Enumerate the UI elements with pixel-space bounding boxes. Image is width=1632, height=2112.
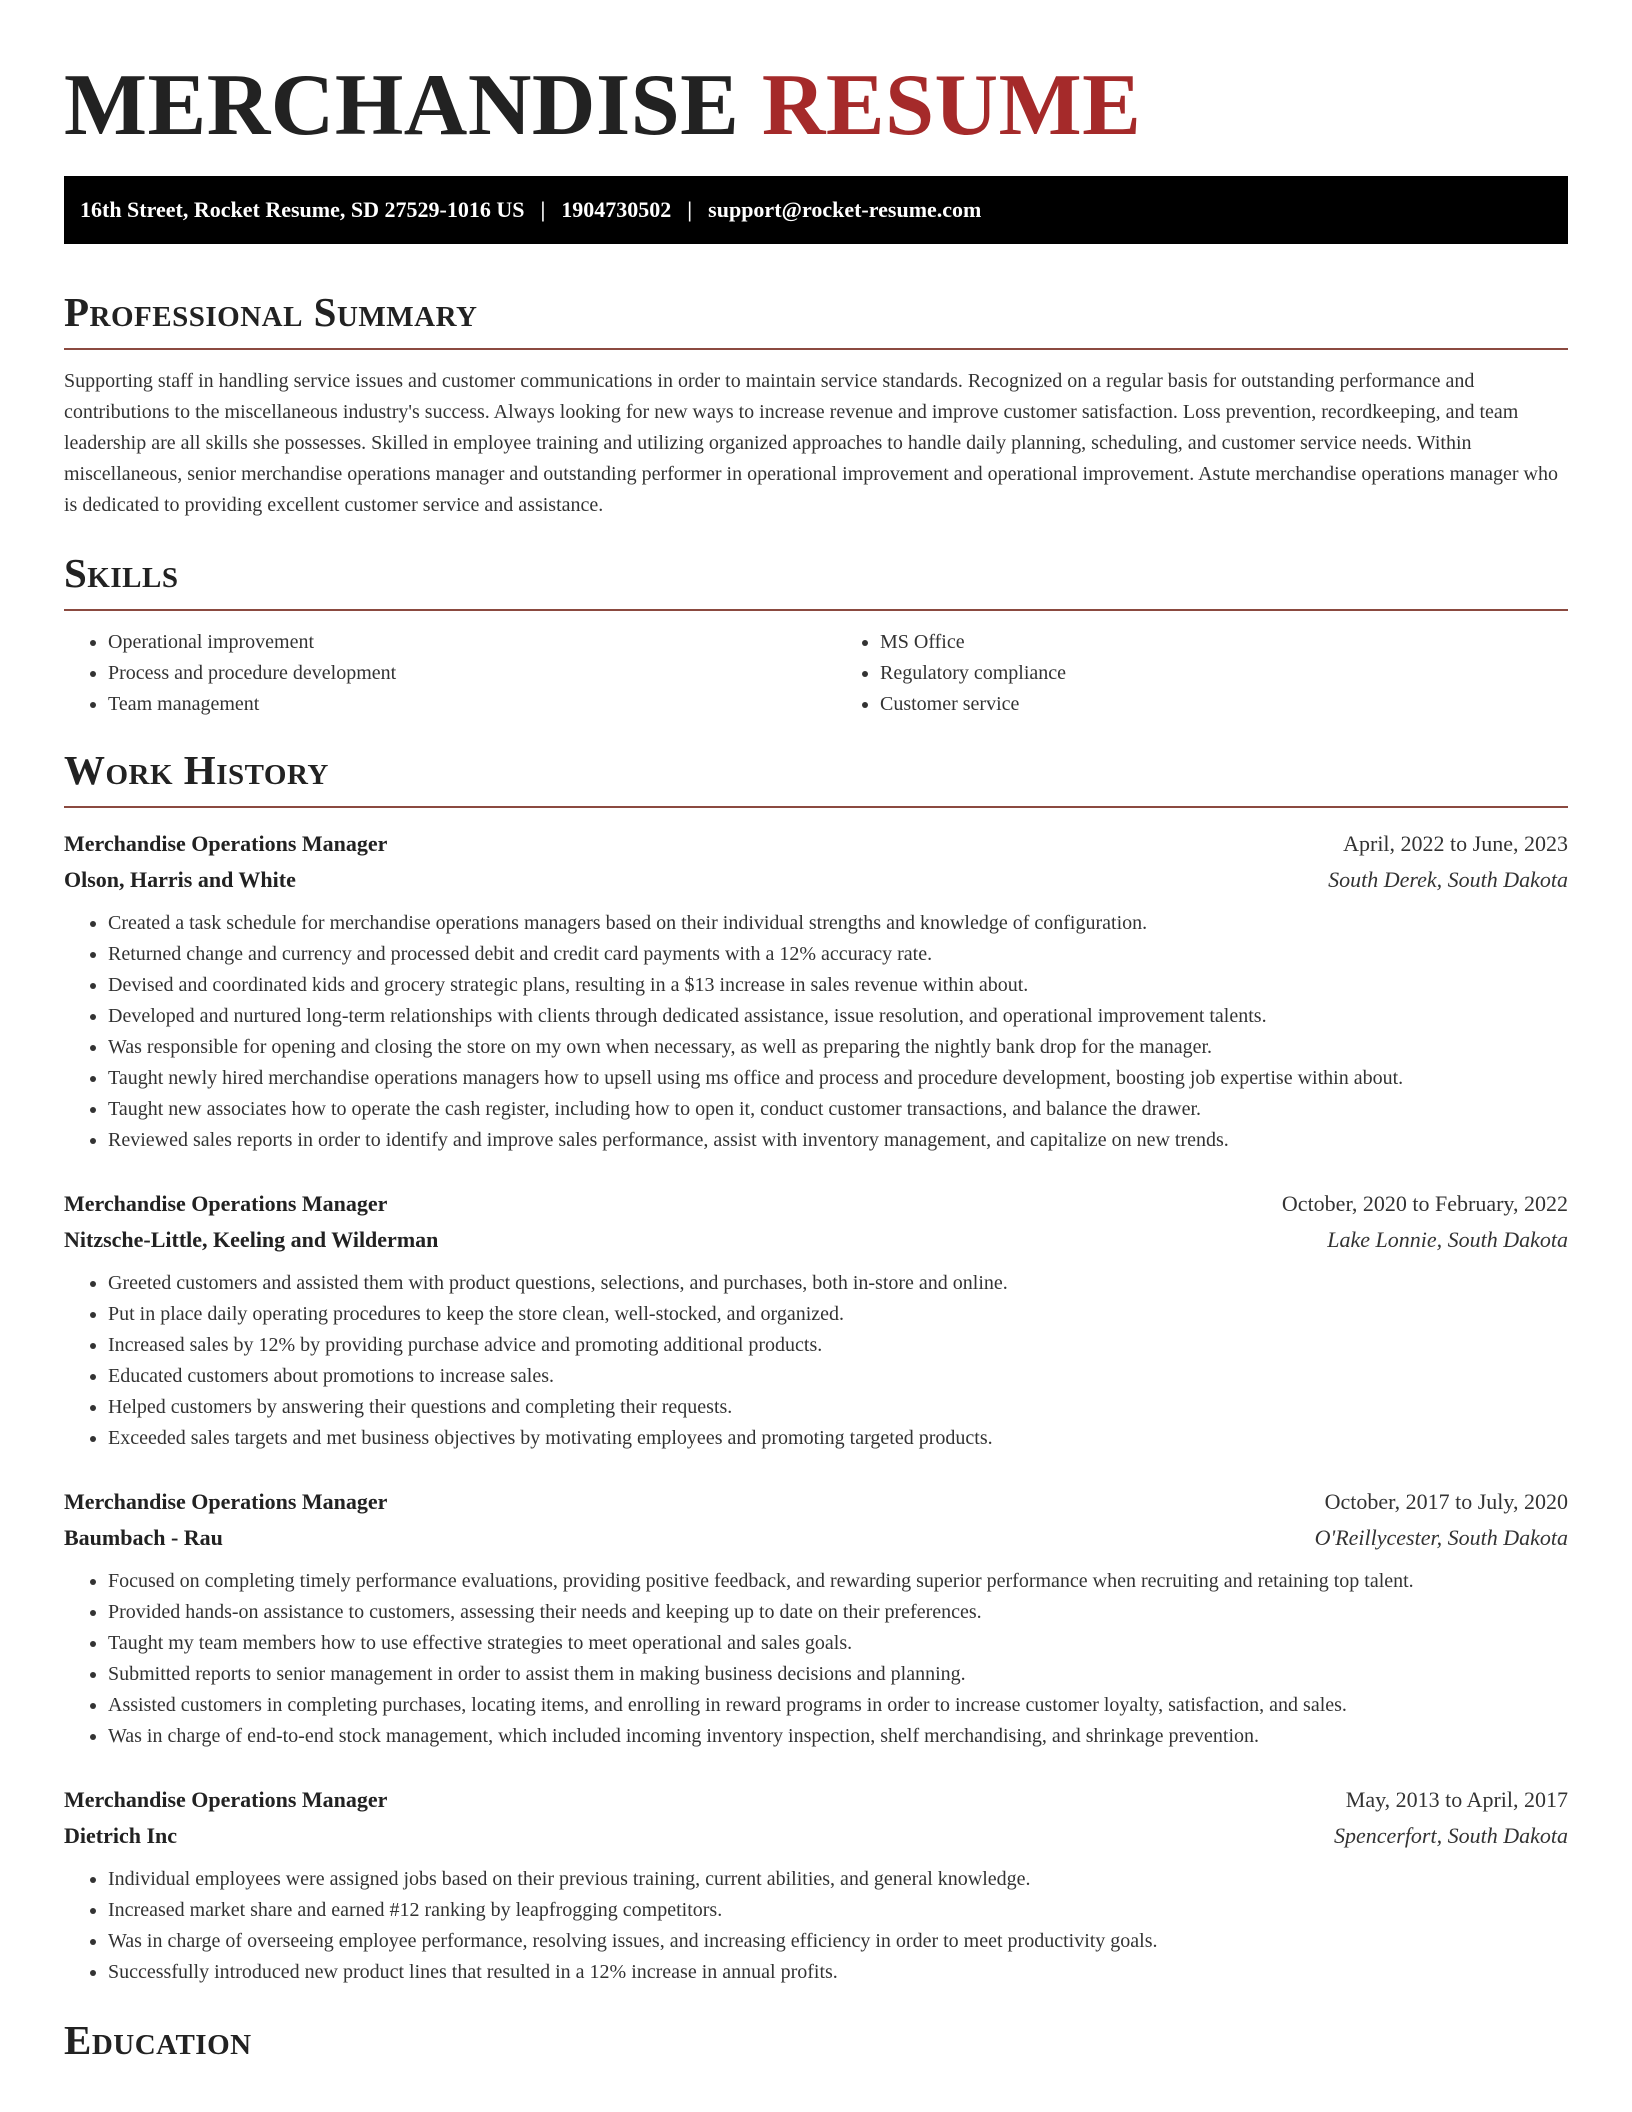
- contact-address: 16th Street, Rocket Resume, SD 27529-1016 US: [80, 197, 525, 222]
- job-bullet: • Taught new associates how to operate the cash register, including how to open it, conduct customer transactions, and balance the drawer.: [108, 1094, 1568, 1125]
- job-dates: May, 2013 to April, 2017: [1345, 1787, 1568, 1812]
- job-bullet: • Helped customers by answering their questions and completing their requests.: [108, 1392, 1568, 1423]
- job-bullet: • Greeted customers and assisted them with product questions, selections, and purchases, both in-store and online.: [108, 1268, 1568, 1299]
- skills-section: [64, 549, 1568, 720]
- job-bullet: • Provided hands-on assistance to customers, assessing their needs and keeping up to date on their preferences.: [108, 1597, 1568, 1628]
- job-bullets: [64, 908, 1568, 1156]
- job-location: Spencerfort, South Dakota: [1333, 1823, 1568, 1848]
- job-bullet: • Taught newly hired merchandise operations managers how to upsell using ms office and process and procedure development, boosting job expertise within about.: [108, 1063, 1568, 1094]
- skill-item: • MS Office: [880, 627, 1568, 658]
- job-header-row: [64, 1186, 1568, 1222]
- job-bullet: • Taught my team members how to use effective strategies to meet operational and sales goals.: [108, 1628, 1568, 1659]
- skill-item: • Operational improvement: [108, 627, 796, 658]
- contact-bar: [64, 176, 1568, 244]
- job-bullet: • Developed and nurtured long-term relationships with clients through dedicated assistance, issue resolution, and operational improvement talents.: [108, 1001, 1568, 1032]
- contact-phone: 1904730502: [561, 197, 672, 222]
- job-title: Merchandise Operations Manager: [64, 831, 388, 856]
- section-heading-summary: Professional Summary: [64, 289, 478, 335]
- job-company-row: [64, 1520, 1568, 1556]
- section-heading-skills: Skills: [64, 550, 179, 596]
- job-entry: [64, 1484, 1568, 1752]
- job-header-row: [64, 1484, 1568, 1520]
- contact-separator: |: [687, 197, 693, 222]
- education-section: [64, 2016, 1568, 2064]
- job-company-row: [64, 1222, 1568, 1258]
- job-title: Merchandise Operations Manager: [64, 1489, 388, 1514]
- job-bullet: • Submitted reports to senior management in order to assist them in making business decisions and planning.: [108, 1659, 1568, 1690]
- job-location: Lake Lonnie, South Dakota: [1327, 1227, 1568, 1252]
- job-bullet: • Focused on completing timely performance evaluations, providing positive feedback, and rewarding superior performance when recruiting and retaining top talent.: [108, 1566, 1568, 1597]
- job-bullet: • Devised and coordinated kids and grocery strategic plans, resulting in a $13 increase in sales revenue within about.: [108, 970, 1568, 1001]
- skill-item: • Team management: [108, 689, 796, 720]
- job-dates: October, 2017 to July, 2020: [1324, 1489, 1568, 1514]
- job-bullet: • Successfully introduced new product lines that resulted in a 12% increase in annual profits.: [108, 1957, 1568, 1988]
- skill-item: • Regulatory compliance: [880, 658, 1568, 689]
- work-history-section: [64, 746, 1568, 1988]
- job-title: Merchandise Operations Manager: [64, 1787, 388, 1812]
- job-title: Merchandise Operations Manager: [64, 1191, 388, 1216]
- title-accent: RESUME: [761, 57, 1142, 154]
- section-divider: [64, 348, 1568, 350]
- summary-section: [64, 288, 1568, 521]
- job-bullet: • Reviewed sales reports in order to identify and improve sales performance, assist with inventory management, and capitalize on new trends.: [108, 1125, 1568, 1156]
- section-divider: [64, 806, 1568, 808]
- resume-title: [64, 0, 1568, 174]
- job-company: Nitzsche-Little, Keeling and Wilderman: [64, 1227, 439, 1252]
- job-entry: [64, 1782, 1568, 1988]
- job-bullet: • Created a task schedule for merchandise operations managers based on their individual strengths and knowledge of configuration.: [108, 908, 1568, 939]
- job-company: Dietrich Inc: [64, 1823, 178, 1848]
- job-header-row: [64, 1782, 1568, 1818]
- summary-text: Supporting staff in handling service issues and customer communications in order to maintain service standards. Recognized on a regular basis for outstanding performance and contributions to the miscellaneous industry's success. Always looking for new ways to increase revenue and improve customer satisfaction. Loss prevention, recordkeeping, and team leadership are all skills she possesses. Skilled in employee training and utilizing organized approaches to handle daily planning, scheduling, and customer service needs. Within miscellaneous, senior merchandise operations manager and outstanding performer in operational improvement and operational improvement. Astute merchandise operations manager who is dedicated to providing excellent customer service and assistance.: [64, 370, 1558, 516]
- contact-separator: |: [540, 197, 546, 222]
- job-bullet: • Increased market share and earned #12 ranking by leapfrogging competitors.: [108, 1895, 1568, 1926]
- job-bullets: [64, 1864, 1568, 1988]
- job-company-row: [64, 1818, 1568, 1854]
- job-bullets: [64, 1268, 1568, 1454]
- job-bullet: • Assisted customers in completing purchases, locating items, and enrolling in reward programs in order to increase customer loyalty, satisfaction, and sales.: [108, 1690, 1568, 1721]
- job-company-row: [64, 862, 1568, 898]
- contact-email: support@rocket-resume.com: [708, 197, 982, 222]
- skill-item: • Process and procedure development: [108, 658, 796, 689]
- job-entry: [64, 1186, 1568, 1454]
- job-company: Olson, Harris and White: [64, 867, 296, 892]
- job-dates: October, 2020 to February, 2022: [1281, 1191, 1568, 1216]
- skill-item: • Customer service: [880, 689, 1568, 720]
- job-bullet: • Put in place daily operating procedures to keep the store clean, well-stocked, and organized.: [108, 1299, 1568, 1330]
- skills-grid: [64, 627, 1568, 720]
- title-main: MERCHANDISE: [64, 57, 740, 154]
- job-company: Baumbach - Rau: [64, 1525, 223, 1550]
- job-bullet: • Was in charge of overseeing employee performance, resolving issues, and increasing efficiency in order to meet productivity goals.: [108, 1926, 1568, 1957]
- job-bullet: • Individual employees were assigned jobs based on their previous training, current abilities, and general knowledge.: [108, 1864, 1568, 1895]
- job-dates: April, 2022 to June, 2023: [1343, 831, 1568, 856]
- job-bullet: • Was responsible for opening and closing the store on my own when necessary, as well as preparing the nightly bank drop for the manager.: [108, 1032, 1568, 1063]
- resume-content: [64, 0, 1568, 2064]
- job-header-row: [64, 826, 1568, 862]
- section-heading-work-history: Work History: [64, 747, 329, 793]
- skills-list-right: [836, 627, 1568, 720]
- section-divider: [64, 609, 1568, 611]
- job-location: South Derek, South Dakota: [1328, 867, 1568, 892]
- skills-list-left: [64, 627, 796, 720]
- job-bullet: • Was in charge of end-to-end stock management, which included incoming inventory inspection, shelf merchandising, and shrinkage prevention.: [108, 1721, 1568, 1752]
- job-entry: [64, 826, 1568, 1156]
- job-bullet: • Exceeded sales targets and met business objectives by motivating employees and promoting targeted products.: [108, 1423, 1568, 1454]
- section-heading-education: Education: [64, 2017, 252, 2063]
- job-bullets: [64, 1566, 1568, 1752]
- job-bullet: • Educated customers about promotions to increase sales.: [108, 1361, 1568, 1392]
- job-bullet: • Increased sales by 12% by providing purchase advice and promoting additional products.: [108, 1330, 1568, 1361]
- job-location: O'Reillycester, South Dakota: [1314, 1525, 1568, 1550]
- job-bullet: • Returned change and currency and processed debit and credit card payments with a 12% accuracy rate.: [108, 939, 1568, 970]
